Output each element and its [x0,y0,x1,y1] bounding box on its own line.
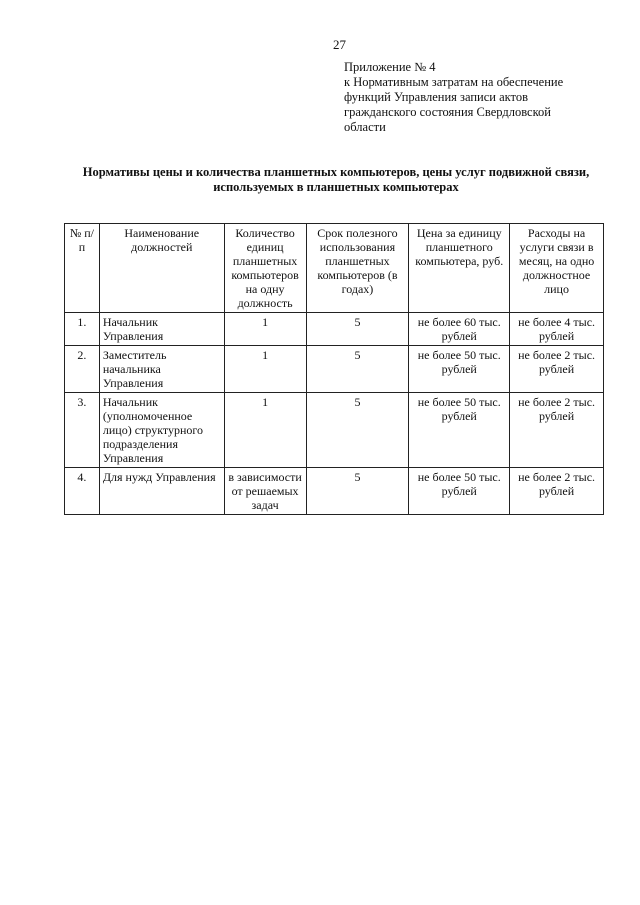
annex-reference [344,60,614,135]
page-number: 27 [333,37,346,52]
unit-price: не более 50 тыс. рублей [409,346,510,393]
annex-line: Приложение № 4 [344,60,436,74]
column-header-useful-life: Срок полезного использования планшетных компьютеров (в годах) [306,224,409,313]
tablet-quantity: 1 [224,313,306,346]
tablet-quantity: в зависимости от решаемых задач [224,468,306,515]
column-header-quantity: Количество единиц планшетных компьютеров на одну должность [224,224,306,313]
annex-line: области [344,120,386,134]
position-name: Для нужд Управления [99,468,224,515]
norms-table [64,223,604,515]
communication-cost: не более 2 тыс. рублей [510,468,604,515]
useful-life: 5 [306,313,409,346]
row-number: 2. [65,346,100,393]
table-row [65,346,604,393]
unit-price: не более 50 тыс. рублей [409,468,510,515]
table-row [65,468,604,515]
column-header-number: № п/п [65,224,100,313]
column-header-communication-cost: Расходы на услуги связи в месяц, на одно должностное лицо [510,224,604,313]
tablet-quantity: 1 [224,346,306,393]
useful-life: 5 [306,393,409,468]
column-header-position: Наименование должностей [99,224,224,313]
unit-price: не более 50 тыс. рублей [409,393,510,468]
communication-cost: не более 2 тыс. рублей [510,393,604,468]
position-name: Начальник (уполномоченное лицо) структурного подразделения Управления [99,393,224,468]
document-title [60,165,612,195]
table-header-row [65,224,604,313]
position-name: Начальник Управления [99,313,224,346]
table-row [65,393,604,468]
unit-price: не более 60 тыс. рублей [409,313,510,346]
communication-cost: не более 2 тыс. рублей [510,346,604,393]
column-header-unit-price: Цена за единицу планшетного компьютера, руб. [409,224,510,313]
title-line-2: используемых в планшетных компьютерах [213,180,459,194]
row-number: 3. [65,393,100,468]
useful-life: 5 [306,468,409,515]
communication-cost: не более 4 тыс. рублей [510,313,604,346]
row-number: 1. [65,313,100,346]
table-row [65,313,604,346]
position-name: Заместитель начальника Управления [99,346,224,393]
annex-line: гражданского состояния Свердловской [344,105,551,119]
annex-line: к Нормативным затратам на обеспечение [344,75,564,89]
tablet-quantity: 1 [224,393,306,468]
row-number: 4. [65,468,100,515]
useful-life: 5 [306,346,409,393]
title-line-1: Нормативы цены и количества планшетных компьютеров, цены услуг подвижной связи, [82,165,590,179]
annex-line: функций Управления записи актов [344,90,528,104]
